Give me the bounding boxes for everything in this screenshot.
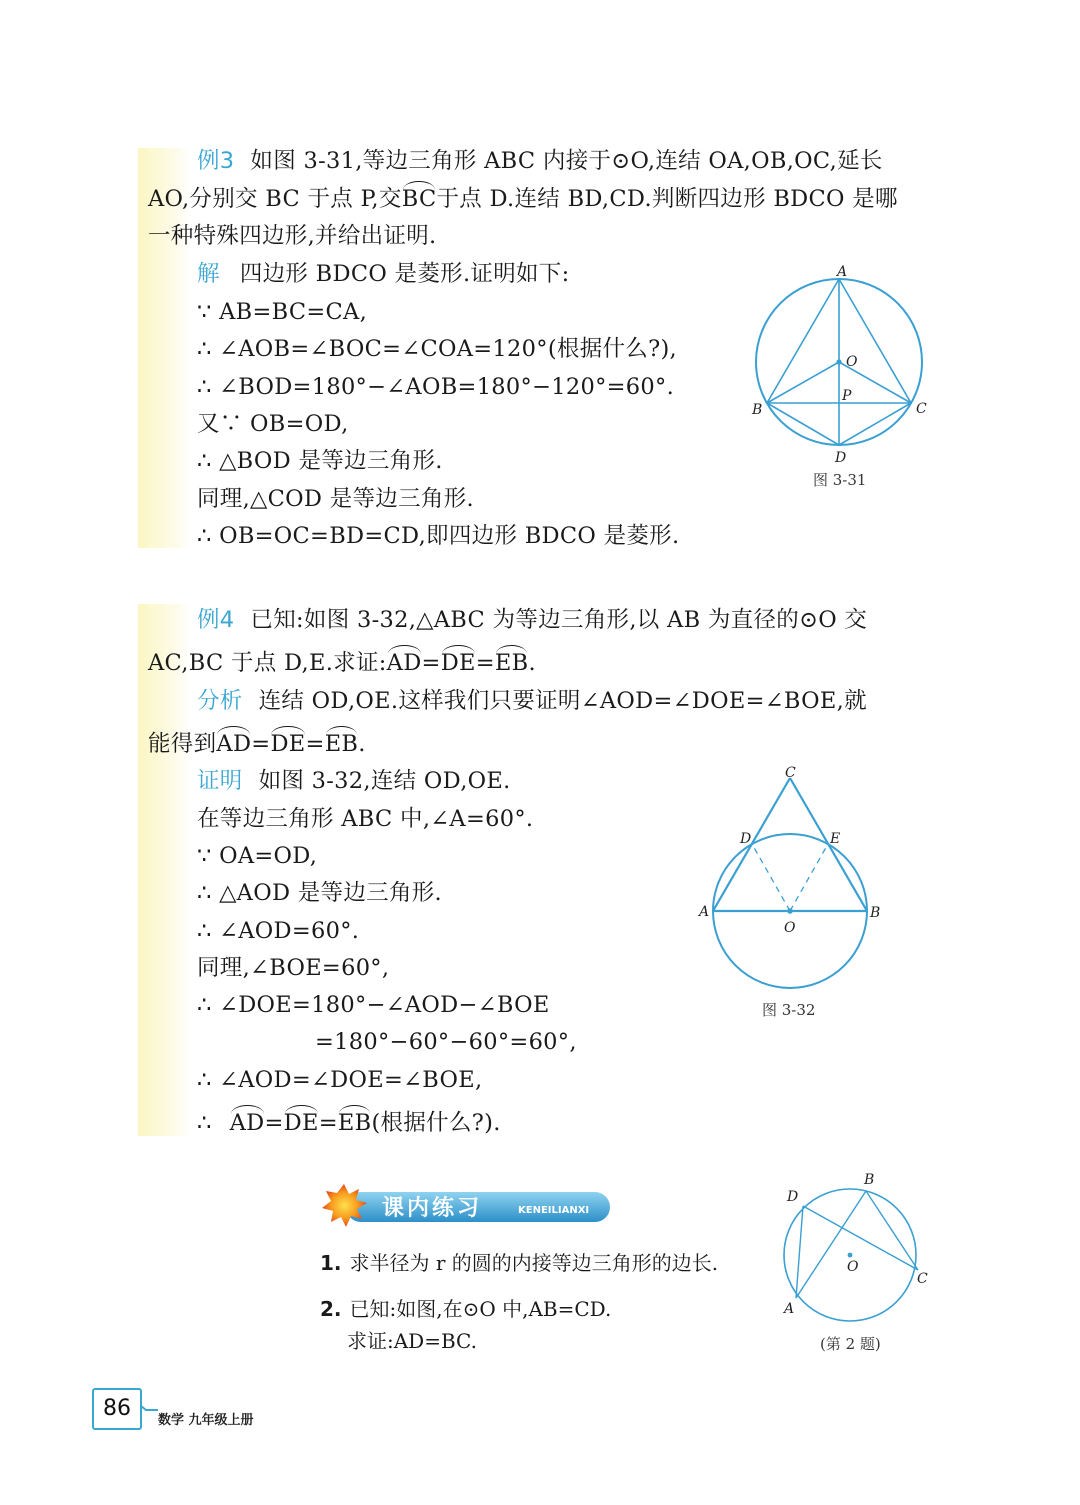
- example4-line2: AC,BC 于点 D,E.求证:AD=DE=EB.: [148, 650, 536, 676]
- solution-text: 四边形 BDCO 是菱形.证明如下:: [239, 261, 570, 287]
- arc-eb: EB: [494, 650, 529, 676]
- example3-step: 又∵ OB=OD,: [197, 411, 349, 437]
- segment-cd: [839, 403, 911, 445]
- label-c: C: [917, 1271, 928, 1287]
- example3-step: ∴ OB=OC=BD=CD,即四边形 BDCO 是菱形.: [197, 523, 680, 549]
- arc-ad: AD: [386, 650, 422, 676]
- segment-oe: [790, 844, 828, 911]
- page-number: 86: [92, 1388, 142, 1430]
- arc-ad: AD: [229, 1110, 265, 1136]
- banner-subtitle: KENEILIANXI: [518, 1205, 590, 1216]
- example3-line3: 一种特殊四边形,并给出证明.: [148, 223, 437, 249]
- practice-banner: [322, 1184, 612, 1228]
- label-d: D: [835, 450, 847, 466]
- example3-text-2b: 于点 D.连结 BD,CD.判断四边形 BDCO 是哪: [436, 186, 898, 212]
- side-ab: [767, 279, 839, 403]
- label-p: P: [842, 388, 852, 404]
- example4-label: 例4: [197, 607, 235, 633]
- example3-text-1: 如图 3-31,等边三角形 ABC 内接于⊙O,连结 OA,OB,OC,延长: [250, 148, 883, 174]
- example4-line1: [197, 605, 867, 635]
- banner-title: 课内练习: [382, 1196, 483, 1221]
- label-o: O: [847, 1259, 859, 1275]
- center-o-dot: [848, 1253, 853, 1258]
- example3-step: ∴ ∠AOB=∠BOC=∠COA=120°(根据什么?),: [197, 336, 678, 362]
- practice-figure: [770, 1168, 940, 1328]
- book-title: 数学 九年级上册: [158, 1413, 254, 1428]
- arc-bc: BC: [401, 186, 437, 212]
- example4-proof: [197, 766, 511, 796]
- figure-3-31-caption: 图 3-31: [813, 471, 867, 489]
- center-o-dot: [787, 908, 793, 914]
- label-o: O: [784, 920, 796, 936]
- example4-text-1: 已知:如图 3-32,△ABC 为等边三角形,以 AB 为直径的⊙O 交: [250, 607, 868, 633]
- example4-step: 在等边三角形 ABC 中,∠A=60°.: [197, 806, 534, 832]
- center-o-dot: [836, 359, 841, 364]
- segment-od: [752, 844, 790, 911]
- label-b: B: [864, 1172, 875, 1188]
- arc-eb: EB: [337, 1110, 372, 1136]
- example4-analysis: [197, 686, 867, 716]
- label-b: B: [870, 905, 881, 921]
- chord-bc: [866, 1191, 918, 1270]
- practice-item-2: [320, 1295, 611, 1323]
- example4-step: 同理,∠BOE=60°,: [197, 955, 390, 981]
- label-a: A: [699, 904, 710, 920]
- example3-text-2a: AO,分别交 BC 于点 P,交: [148, 186, 402, 212]
- figure-3-32-caption: 图 3-32: [762, 1001, 816, 1019]
- example4-last-step: ∴ AD=DE=EB(根据什么?).: [197, 1110, 501, 1136]
- example3-line1: [197, 146, 883, 176]
- arc-ad: AD: [216, 731, 252, 757]
- example4-step: ∴ △AOD 是等边三角形.: [197, 880, 443, 906]
- arc-de: DE: [440, 650, 476, 676]
- therefore-symbol: ∴: [197, 1110, 212, 1136]
- label-d: D: [787, 1189, 799, 1205]
- practice-item-number: 2.: [320, 1297, 342, 1321]
- practice-item-text: 已知:如图,在⊙O 中,AB=CD.: [349, 1297, 612, 1321]
- example4-margin-band: [138, 604, 190, 1136]
- example3-step: ∵ AB=BC=CA,: [197, 299, 368, 325]
- proof-intro: 如图 3-32,连结 OD,OE.: [258, 768, 511, 794]
- label-o: O: [846, 354, 858, 370]
- label-c: C: [785, 765, 796, 781]
- analysis-label: 分析: [197, 688, 243, 714]
- example3-label: 例3: [197, 148, 235, 174]
- example3-line2: [148, 184, 898, 214]
- figure-3-31: [740, 260, 940, 470]
- label-e: E: [830, 831, 841, 847]
- example4-step: ∴ ∠AOD=60°.: [197, 918, 360, 944]
- practice-item-number: 1.: [320, 1251, 342, 1275]
- label-a: A: [837, 264, 848, 280]
- example4-step: ∵ OA=OD,: [197, 843, 318, 869]
- practice-figure-caption: (第 2 题): [820, 1335, 881, 1353]
- arc-eb: EB: [324, 731, 359, 757]
- analysis-text-1: 连结 OD,OE.这样我们只要证明∠AOD=∠DOE=∠BOE,就: [258, 688, 867, 714]
- example4-text-2a: AC,BC 于点 D,E.求证:: [148, 650, 387, 676]
- example4-step: ∴ ∠AOD=∠DOE=∠BOE,: [197, 1067, 483, 1093]
- label-c: C: [916, 401, 927, 417]
- example4-step: ∴ ∠DOE=180°−∠AOD−∠BOE: [197, 992, 550, 1018]
- label-b: B: [752, 402, 763, 418]
- last-step-suffix: (根据什么?).: [371, 1110, 501, 1136]
- segment-ob: [767, 362, 839, 403]
- arc-de: DE: [283, 1110, 319, 1136]
- example4-analysis-line2: 能得到AD=DE=EB.: [148, 731, 366, 757]
- practice-item-1: [320, 1249, 718, 1277]
- label-d: D: [740, 831, 752, 847]
- solution-label: 解: [197, 261, 220, 287]
- arc-de: DE: [270, 731, 306, 757]
- example3-step: ∴ △BOD 是等边三角形.: [197, 448, 443, 474]
- segment-bd: [767, 403, 839, 445]
- side-ac: [839, 279, 911, 403]
- practice-item-text: 求半径为 r 的圆的内接等边三角形的边长.: [349, 1251, 719, 1275]
- figure-3-32: [695, 760, 895, 1000]
- example3-step: 同理,△COD 是等边三角形.: [197, 486, 474, 512]
- label-a: A: [784, 1301, 795, 1317]
- practice-item-2-line2: 求证:AD=BC.: [347, 1329, 477, 1353]
- proof-label: 证明: [197, 768, 243, 794]
- example3-step: ∴ ∠BOD=180°−∠AOB=180°−120°=60°.: [197, 374, 675, 400]
- chord-ab: [796, 1191, 866, 1298]
- example3-solution: [197, 259, 570, 289]
- analysis-text-2: 能得到: [148, 731, 217, 757]
- example4-step: =180°−60°−60°=60°,: [315, 1029, 577, 1055]
- chord-da: [796, 1206, 803, 1298]
